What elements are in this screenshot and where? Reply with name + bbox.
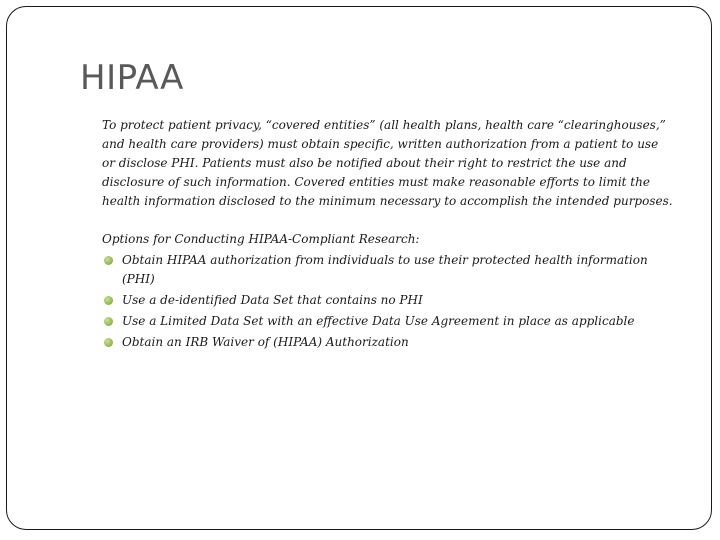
option-text: Use a Limited Data Set with an effective Data Use Agreement in place as applicable [122, 314, 635, 328]
option-text: Use a de-identified Data Set that contains no PHI [122, 293, 423, 307]
bullet-icon [104, 256, 113, 265]
list-item [102, 333, 674, 352]
option-text: Obtain HIPAA authorization from individuals to use their protected health information (PHI) [122, 253, 648, 286]
list-item [102, 312, 674, 331]
list-item [102, 251, 674, 289]
intro-paragraph: To protect patient privacy, “covered entities” (all health plans, health care “clearinghouses,” and health care providers) must obtain specific, written authorization from a patient to use or disclose PHI. Patients must also be notified about their right to restrict the use and disclosure of such information. Covered entities must make reasonable efforts to limit the health information disclosed to the minimum necessary to accomplish the intended purposes. [102, 118, 673, 208]
slide-title: HIPAA [80, 58, 184, 98]
list-item [102, 291, 674, 310]
options-list [102, 251, 674, 352]
bullet-icon [104, 317, 113, 326]
options-heading: Options for Conducting HIPAA-Compliant Research: [102, 232, 420, 246]
bullet-icon [104, 338, 113, 347]
slide-body [102, 116, 674, 352]
option-text: Obtain an IRB Waiver of (HIPAA) Authorization [122, 335, 409, 349]
bullet-icon [104, 296, 113, 305]
